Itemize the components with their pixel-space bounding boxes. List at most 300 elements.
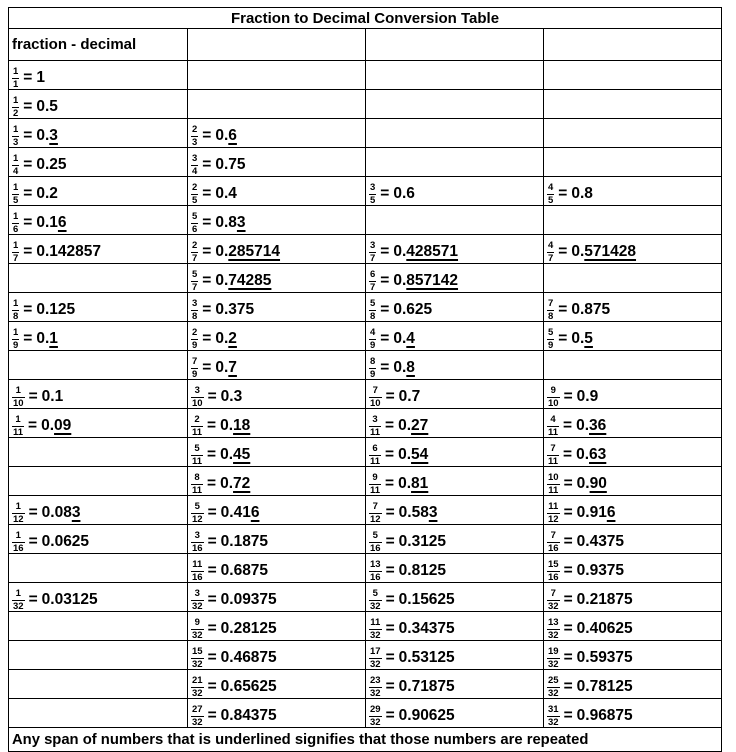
table-cell — [544, 438, 722, 467]
fraction-numerator: 2 — [192, 124, 198, 135]
table-cell — [366, 496, 544, 525]
fraction — [12, 241, 19, 263]
fraction-numerator: 8 — [370, 356, 376, 367]
table-row — [9, 177, 722, 206]
fraction-numerator: 11 — [548, 501, 559, 512]
table-row — [9, 699, 722, 728]
fraction — [12, 531, 25, 553]
fraction-bar — [369, 716, 382, 717]
fraction-numerator: 3 — [194, 385, 200, 396]
fraction-denominator: 12 — [548, 513, 559, 525]
repeating-digits: 428571 — [406, 243, 459, 261]
table-row — [9, 612, 722, 641]
repeating-digits: 45 — [233, 446, 251, 464]
fraction-entry — [547, 328, 593, 350]
fraction-denominator: 9 — [370, 368, 376, 380]
equals-sign: = — [563, 388, 573, 406]
equals-sign: = — [207, 649, 217, 667]
fraction — [369, 270, 376, 292]
equals-sign: = — [23, 214, 33, 232]
fraction-denominator: 9 — [192, 368, 198, 380]
fraction-denominator: 9 — [548, 339, 554, 351]
decimal-value: 0. — [571, 243, 585, 261]
fraction-numerator: 5 — [370, 298, 376, 309]
decimal-value: 0.5 — [36, 98, 58, 116]
fraction-entry — [191, 676, 277, 698]
table-cell — [366, 583, 544, 612]
equals-sign: = — [385, 678, 395, 696]
fraction-numerator: 1 — [13, 153, 19, 164]
fraction — [369, 299, 376, 321]
conversion-table — [8, 7, 722, 752]
fraction-numerator: 1 — [13, 327, 19, 338]
fraction-numerator: 1 — [13, 66, 19, 77]
table-cell — [188, 235, 366, 264]
fraction — [547, 328, 554, 350]
table-cell — [366, 177, 544, 206]
fraction — [369, 560, 382, 582]
fraction — [12, 589, 25, 611]
fraction-numerator: 23 — [370, 675, 381, 686]
equals-sign: = — [207, 562, 217, 580]
fraction-denominator: 11 — [548, 484, 559, 496]
equals-sign: = — [380, 185, 390, 203]
decimal-value: 0. — [576, 475, 590, 493]
fraction — [369, 473, 381, 495]
table-cell — [366, 554, 544, 583]
table-row — [9, 148, 722, 177]
decimal-value: 0.9 — [576, 388, 599, 406]
fraction — [12, 386, 25, 408]
table-cell — [9, 206, 188, 235]
decimal-value: 0.4375 — [576, 533, 625, 551]
fraction-entry — [191, 647, 277, 669]
fraction-denominator: 32 — [548, 687, 559, 699]
fraction-entry — [369, 299, 432, 321]
fraction-denominator: 7 — [192, 252, 198, 264]
fraction-entry — [547, 705, 633, 727]
table-cell — [9, 641, 188, 670]
table-row — [9, 380, 722, 409]
fraction — [369, 705, 382, 727]
decimal-value: 0.40625 — [576, 620, 633, 638]
fraction-numerator: 5 — [192, 269, 198, 280]
fraction-numerator: 9 — [550, 385, 556, 396]
table-row — [9, 409, 722, 438]
fraction-numerator: 4 — [550, 414, 556, 425]
repeating-digits: 4 — [406, 330, 415, 348]
equals-sign: = — [28, 504, 38, 522]
decimal-value: 0.34375 — [398, 620, 455, 638]
fraction-entry — [547, 183, 593, 205]
fraction — [191, 154, 198, 176]
equals-sign: = — [385, 417, 395, 435]
table-cell — [544, 322, 722, 351]
fraction-numerator: 7 — [550, 588, 556, 599]
fraction-numerator: 1 — [15, 414, 21, 425]
fraction-numerator: 10 — [548, 472, 559, 483]
equals-sign: = — [380, 359, 390, 377]
fraction-denominator: 11 — [370, 455, 381, 467]
fraction-entry — [12, 386, 63, 408]
fraction-numerator: 1 — [13, 182, 19, 193]
decimal-value: 1 — [36, 69, 45, 87]
equals-sign: = — [385, 562, 395, 580]
fraction — [191, 212, 198, 234]
repeating-digits: 3 — [71, 504, 81, 522]
fraction-entry — [369, 328, 415, 350]
fraction-denominator: 6 — [192, 223, 198, 235]
decimal-value: 0.875 — [571, 301, 611, 319]
fraction-denominator: 16 — [13, 542, 24, 554]
fraction-denominator: 7 — [13, 252, 19, 264]
decimal-value: 0.28125 — [220, 620, 277, 638]
fraction-entry — [12, 241, 101, 263]
fraction-denominator: 16 — [548, 542, 559, 554]
fraction-numerator: 7 — [550, 443, 556, 454]
decimal-value: 0. — [398, 417, 412, 435]
fraction-denominator: 10 — [370, 397, 381, 409]
table-cell — [9, 670, 188, 699]
table-cell — [9, 177, 188, 206]
fraction-numerator: 21 — [192, 675, 203, 686]
fraction — [191, 589, 204, 611]
decimal-value: 0. — [398, 475, 412, 493]
decimal-value: 0.46875 — [220, 649, 277, 667]
fraction — [191, 415, 203, 437]
table-cell — [188, 322, 366, 351]
repeating-digits: 6 — [57, 214, 67, 232]
fraction-denominator: 10 — [13, 397, 24, 409]
table-cell — [544, 612, 722, 641]
decimal-value: 0.75 — [215, 156, 246, 174]
fraction-numerator: 1 — [13, 124, 19, 135]
fraction-denominator: 5 — [192, 194, 198, 206]
table-row — [9, 264, 722, 293]
decimal-value: 0. — [36, 330, 50, 348]
fraction-entry — [191, 415, 250, 437]
fraction-denominator: 32 — [370, 600, 381, 612]
fraction-denominator: 12 — [13, 513, 24, 525]
equals-sign: = — [207, 678, 217, 696]
equals-sign: = — [380, 272, 390, 290]
table-cell — [544, 90, 722, 119]
table-row — [9, 467, 722, 496]
equals-sign: = — [385, 446, 395, 464]
fraction-denominator: 8 — [370, 310, 376, 322]
repeating-digits: 74285 — [228, 272, 272, 290]
fraction — [191, 473, 203, 495]
fraction-numerator: 7 — [372, 385, 378, 396]
fraction-numerator: 13 — [370, 559, 381, 570]
table-cell — [366, 699, 544, 728]
repeating-digits: 6 — [606, 504, 616, 522]
decimal-value: 0.9375 — [576, 562, 625, 580]
table-cell — [366, 293, 544, 322]
fraction-entry — [369, 560, 446, 582]
fraction-numerator: 5 — [194, 501, 200, 512]
fraction-denominator: 32 — [548, 716, 559, 728]
fraction-numerator: 3 — [192, 298, 198, 309]
table-cell — [544, 380, 722, 409]
decimal-value: 0.09375 — [220, 591, 277, 609]
fraction-entry — [191, 531, 268, 553]
equals-sign: = — [207, 446, 217, 464]
equals-sign: = — [202, 330, 212, 348]
equals-sign: = — [558, 301, 568, 319]
fraction-numerator: 5 — [372, 530, 378, 541]
fraction — [369, 618, 382, 640]
equals-sign: = — [202, 243, 212, 261]
fraction — [547, 444, 559, 466]
equals-sign: = — [28, 417, 38, 435]
equals-sign: = — [28, 388, 38, 406]
fraction — [191, 299, 198, 321]
fraction-denominator: 7 — [370, 281, 376, 293]
header-cell — [188, 29, 366, 61]
repeating-digits: 54 — [411, 446, 429, 464]
fraction — [369, 647, 382, 669]
equals-sign: = — [28, 533, 38, 551]
equals-sign: = — [563, 591, 573, 609]
equals-sign: = — [385, 707, 395, 725]
table-cell — [544, 699, 722, 728]
fraction — [191, 241, 198, 263]
fraction-numerator: 1 — [13, 211, 19, 222]
fraction — [191, 560, 204, 582]
equals-sign: = — [23, 301, 33, 319]
fraction-entry — [547, 415, 606, 437]
fraction-denominator: 2 — [13, 107, 19, 119]
equals-sign: = — [202, 185, 212, 203]
decimal-value: 0.8 — [215, 214, 237, 232]
decimal-value: 0.0625 — [41, 533, 90, 551]
fraction — [547, 473, 560, 495]
decimal-value: 0.1875 — [220, 533, 269, 551]
fraction-numerator: 3 — [372, 414, 378, 425]
table-cell — [188, 380, 366, 409]
decimal-value: 0.03125 — [41, 591, 98, 609]
fraction-denominator: 11 — [13, 426, 24, 438]
fraction-entry — [547, 589, 633, 611]
fraction-entry — [191, 357, 237, 379]
equals-sign: = — [207, 504, 217, 522]
fraction-numerator: 2 — [192, 327, 198, 338]
table-cell — [366, 322, 544, 351]
fraction-entry — [12, 67, 45, 89]
fraction-entry — [547, 386, 598, 408]
table-cell — [9, 554, 188, 583]
repeating-digits: 2 — [228, 330, 237, 348]
fraction-denominator: 11 — [370, 484, 381, 496]
table-cell — [188, 264, 366, 293]
fraction-denominator: 12 — [192, 513, 203, 525]
table-row — [9, 525, 722, 554]
table-cell — [9, 351, 188, 380]
table-cell — [544, 206, 722, 235]
decimal-value: 0. — [220, 475, 234, 493]
equals-sign: = — [207, 475, 217, 493]
fraction-bar — [191, 716, 204, 717]
fraction — [547, 705, 560, 727]
table-cell — [366, 409, 544, 438]
equals-sign: = — [563, 678, 573, 696]
fraction-entry — [12, 299, 75, 321]
fraction-entry — [369, 676, 455, 698]
fraction-denominator: 3 — [13, 136, 19, 148]
table-cell — [9, 496, 188, 525]
table-cell — [9, 90, 188, 119]
fraction-denominator: 7 — [548, 252, 554, 264]
decimal-value: 0.3 — [220, 388, 243, 406]
fraction — [12, 212, 19, 234]
decimal-value: 0.71875 — [398, 678, 455, 696]
fraction-numerator: 11 — [370, 617, 381, 628]
fraction-numerator: 2 — [192, 182, 198, 193]
fraction-entry — [191, 183, 237, 205]
fraction-entry — [191, 473, 250, 495]
fraction-denominator: 11 — [548, 455, 559, 467]
fraction-denominator: 16 — [192, 542, 203, 554]
table-cell — [188, 177, 366, 206]
header-cell — [544, 29, 722, 61]
table-row — [9, 293, 722, 322]
decimal-value: 0.6 — [393, 185, 415, 203]
table-cell — [9, 583, 188, 612]
equals-sign: = — [563, 707, 573, 725]
equals-sign: = — [202, 272, 212, 290]
fraction-numerator: 4 — [548, 240, 554, 251]
decimal-value: 0. — [576, 446, 590, 464]
table-cell — [366, 641, 544, 670]
decimal-value: 0.78125 — [576, 678, 633, 696]
table-row — [9, 61, 722, 90]
decimal-value: 0.41 — [220, 504, 251, 522]
fraction-denominator: 10 — [548, 397, 559, 409]
equals-sign: = — [23, 156, 33, 174]
table-cell — [9, 322, 188, 351]
equals-sign: = — [207, 591, 217, 609]
decimal-value: 0.625 — [393, 301, 433, 319]
table-cell — [9, 380, 188, 409]
table-cell — [366, 206, 544, 235]
fraction-denominator: 3 — [192, 136, 198, 148]
table-cell — [9, 293, 188, 322]
fraction-denominator: 32 — [192, 629, 203, 641]
fraction — [369, 241, 376, 263]
equals-sign: = — [207, 417, 217, 435]
decimal-value: 0. — [215, 359, 229, 377]
fraction-numerator: 1 — [15, 385, 21, 396]
footer-note: Any span of numbers that is underlined signifies that those numbers are repeated — [9, 728, 722, 752]
fraction — [191, 328, 198, 350]
equals-sign: = — [380, 243, 390, 261]
fraction-denominator: 16 — [370, 542, 381, 554]
decimal-value: 0. — [36, 127, 50, 145]
fraction — [547, 589, 560, 611]
fraction-denominator: 5 — [548, 194, 554, 206]
fraction-numerator: 2 — [194, 414, 200, 425]
fraction — [12, 183, 19, 205]
fraction-bar — [547, 716, 560, 717]
fraction-denominator: 11 — [192, 455, 203, 467]
decimal-value: 0.53125 — [398, 649, 455, 667]
fraction — [12, 299, 19, 321]
equals-sign: = — [385, 620, 395, 638]
decimal-value: 0.7 — [398, 388, 421, 406]
fraction — [369, 502, 382, 524]
fraction-entry — [369, 531, 446, 553]
decimal-value: 0.125 — [36, 301, 76, 319]
fraction — [12, 154, 19, 176]
equals-sign: = — [563, 446, 573, 464]
fraction-numerator: 6 — [372, 443, 378, 454]
fraction-entry — [191, 560, 268, 582]
fraction-entry — [12, 154, 67, 176]
equals-sign: = — [23, 69, 33, 87]
table-row — [9, 554, 722, 583]
fraction — [12, 96, 19, 118]
fraction — [191, 502, 204, 524]
table-cell — [188, 554, 366, 583]
fraction — [547, 647, 560, 669]
fraction — [369, 183, 376, 205]
equals-sign: = — [202, 214, 212, 232]
table-cell — [188, 90, 366, 119]
repeating-digits: 3 — [49, 127, 58, 145]
equals-sign: = — [202, 127, 212, 145]
fraction-numerator: 13 — [548, 617, 559, 628]
fraction — [12, 328, 19, 350]
fraction-entry — [12, 531, 89, 553]
repeating-digits: 09 — [54, 417, 72, 435]
decimal-value: 0.25 — [36, 156, 67, 174]
fraction-denominator: 9 — [192, 339, 198, 351]
header-cell — [366, 29, 544, 61]
fraction-entry — [191, 212, 246, 234]
table-cell — [188, 438, 366, 467]
decimal-value: 0.1 — [36, 214, 58, 232]
fraction — [547, 618, 560, 640]
table-row — [9, 496, 722, 525]
table-cell — [188, 206, 366, 235]
fraction — [547, 183, 554, 205]
fraction-denominator: 11 — [548, 426, 559, 438]
table-cell — [544, 177, 722, 206]
fraction-numerator: 5 — [372, 588, 378, 599]
equals-sign: = — [563, 475, 573, 493]
fraction — [369, 328, 376, 350]
fraction-entry — [369, 415, 428, 437]
fraction — [547, 386, 560, 408]
equals-sign: = — [202, 359, 212, 377]
fraction-denominator: 4 — [192, 165, 198, 177]
equals-sign: = — [202, 156, 212, 174]
table-row — [9, 641, 722, 670]
fraction — [191, 183, 198, 205]
fraction — [369, 357, 376, 379]
fraction-entry — [369, 386, 420, 408]
equals-sign: = — [385, 533, 395, 551]
table-cell — [188, 496, 366, 525]
fraction-entry — [547, 647, 633, 669]
fraction-entry — [191, 328, 237, 350]
table-cell — [366, 61, 544, 90]
fraction-numerator: 4 — [370, 327, 376, 338]
fraction — [191, 676, 204, 698]
fraction-numerator: 9 — [372, 472, 378, 483]
fraction-numerator: 27 — [192, 704, 203, 715]
